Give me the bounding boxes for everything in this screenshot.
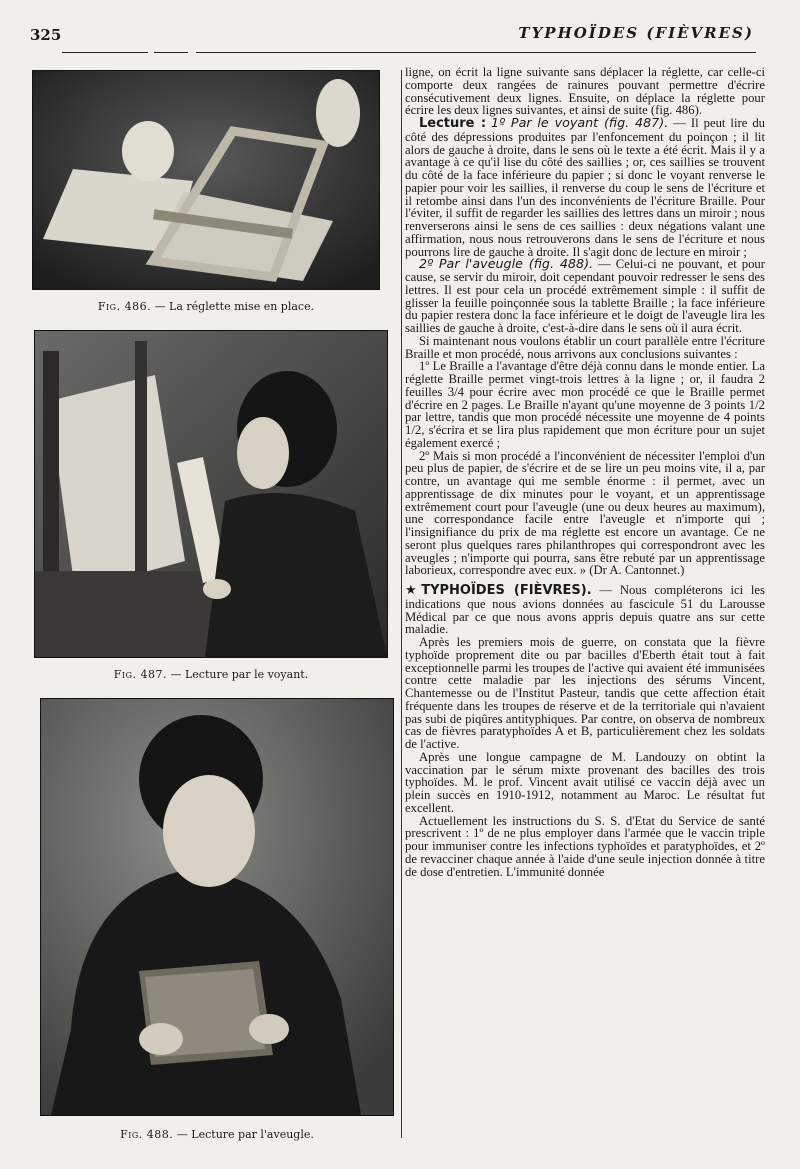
- paragraph: Si maintenant nous voulons établir un court parallèle entre l'écriture Braille et mon procédé, nous arrivons aux conclusions suivantes :: [405, 333, 765, 361]
- paragraph: 1º Le Braille a l'avantage d'être déjà connu dans le monde entier. La réglette Braille permet vingt-trois lettres à la ligne ; or, il faudra 2 feuilles 3/4 pour écrire avec mon procédé ce que le Braille permet d'écrire en 2 pages. Le Braille n'ayant qu'une moyenne de 3 points 1/2 par lettre, tandis que mon procédé nécessite une moyenne de 4 points 1/2, s'écrira et se lira plus rapidement que mon écriture pour un sujet également exercé ;: [405, 359, 765, 450]
- header-rule: [62, 52, 148, 53]
- reading-sighted-photo: [34, 330, 388, 658]
- paragraph: Après une longue campagne de M. Landouzy on obtint la vaccination par le sérum mixte provenant des bacilles des trois typhoïdes. M. le prof. Vincent avait utilisé ce vaccin déjà avec un plein succès en 1910-1912, notamment au Maroc. Le résultat fut excellent.: [405, 749, 765, 815]
- page-header: [0, 0, 800, 60]
- page-number: 325: [30, 26, 62, 44]
- article-text: [405, 66, 765, 878]
- paragraph-typhoides: ★TYPHOÏDES (FIÈVRES). — Nous compléterons ici les indications que nous avions données au fascicule 51 du Larousse Médical par ce que nous avons appris depuis quatre ans sur cette maladie.: [405, 583, 765, 637]
- figure-487: [34, 330, 388, 686]
- paragraph-lecture-aveugle: 2º Par l'aveugle (fig. 488). — Celui-ci ne pouvant, et pour cause, se servir du miroir, doit cependant pouvoir redresser le sens des lettres. Il est pour cela un procédé extrêmement simple : il suffit de glisser la feuille poinçonnée sous la tablette Braille ; la face inférieure du papier restera donc la face inférieure et le doigt de l'aveugle lira les saillies de gauche à droite, c'est-à-dire dans le sens où il aura écrit.: [405, 256, 765, 335]
- header-rule: [154, 52, 188, 53]
- figure-caption: Fig. 487. — Lecture par le voyant.: [113, 668, 309, 681]
- subheading: 2º Par l'aveugle (fig. 488).: [419, 256, 594, 272]
- figure-488: [40, 698, 394, 1144]
- subheading: 1º Par le voyant (fig. 487).: [491, 115, 669, 130]
- article-heading: ★TYPHOÏDES (FIÈVRES).: [405, 583, 592, 598]
- paragraph: Actuellement les instructions du S. S. d'Etat du Service de santé prescrivent : 1º de ne plus employer dans l'armée que le vaccin triple pour immuniser contre les infections typhoïdes et paratyphoïdes, et 2º de revacciner chaque année à l'aide d'une seule injection donnée à titre de dose d'entretien. L'immunité donnée: [405, 813, 765, 879]
- figure-caption: Fig. 488. — Lecture par l'aveugle.: [120, 1128, 314, 1141]
- reading-sighted-illustration: [35, 331, 387, 657]
- paragraph: ligne, on écrit la ligne suivante sans déplacer la réglette, car celle-ci comporte deux rangées de rainures pouvant permettre d'écrire consécutivement deux lignes. Ensuite, on déplace la réglette pour écrire les deux lignes suivantes, et ainsi de suite (fig. 486).: [405, 65, 765, 118]
- figure-caption: Fig. 486. — La réglette mise en place.: [97, 300, 315, 313]
- paragraph: 2º Mais si mon procédé a l'inconvénient de nécessiter l'emploi d'un peu plus de papier, de s'écrire et de se lire un peu moins vite, il a, par contre, un avantage qui me semble énorme : il permet, avec un apprentissage de dix minutes pour le voyant, et un apprentissage extrêmement court pour l'aveugle (une ou deux heures au maximum), une correspondance facile entre l'aveugle et n'importe qui ; l'insignifiance du prix de ma réglette est encore un avantage. Ce ne seront plus quelques rares philanthropes qui correspondront avec les aveugles ; n'importe qui pourra, sans être rebuté par un apprentissage laborieux, correspondre avec eux. » (Dr A. Cantonnet.): [405, 448, 765, 578]
- reading-blind-illustration: [41, 699, 393, 1115]
- reading-blind-photo: [40, 698, 394, 1116]
- running-head: TYPHOÏDES (FIÈVRES): [518, 24, 754, 42]
- column-rule: [401, 70, 402, 1138]
- header-rule: [196, 52, 756, 53]
- paragraph-lecture-voyant: Lecture : 1º Par le voyant (fig. 487). — Il peut lire du côté des dépressions produites par l'enfoncement du poinçon ; il lit alors de gauche à droite, dans le sens où le texte a été écrit. Mais il y a avantage à ce qu'il lise du côté des saillies ; or, ces saillies se trouvent du côté de la face inférieure du papier ; si donc le voyant renverse le papier pour voir les saillies, il renverse du coup le sens de l'écriture et il retombe ainsi dans l'un des inconvénients de l'écriture Braille. Pour l'éviter, il suffit de regarder les saillies des lettres dans un miroir ; nous renverserons ainsi le sens de ces saillies : deux négations valant une affirmation, nous nous retrouverons dans le sens de l'écriture et nous pourrons lire de gauche à droite. Il s'agit donc de lecture en miroir ;: [405, 115, 766, 259]
- reglette-illustration: [33, 71, 379, 289]
- figure-486: [32, 70, 380, 320]
- section-heading: Lecture :: [419, 116, 487, 131]
- paragraph: Après les premiers mois de guerre, on constata que la fièvre typhoïde proprement dite ou par bacilles d'Eberth était tout à fait exceptionnelle parmi les troupes de l'active qui avaient été immunisées contre cette maladie par les injections des sérums Vincent, Chantemesse ou de l'Institut Pasteur, tandis que cette affection était fréquente dans les troupes de réserve et de la territoriale qui n'avaient pas subi de piqûres antityphiques. Par contre, on observa de nombreux cas de fièvres paratyphoïdes A et B, particulièrement chez les soldats de l'active.: [405, 635, 765, 751]
- reglette-photo: [32, 70, 380, 290]
